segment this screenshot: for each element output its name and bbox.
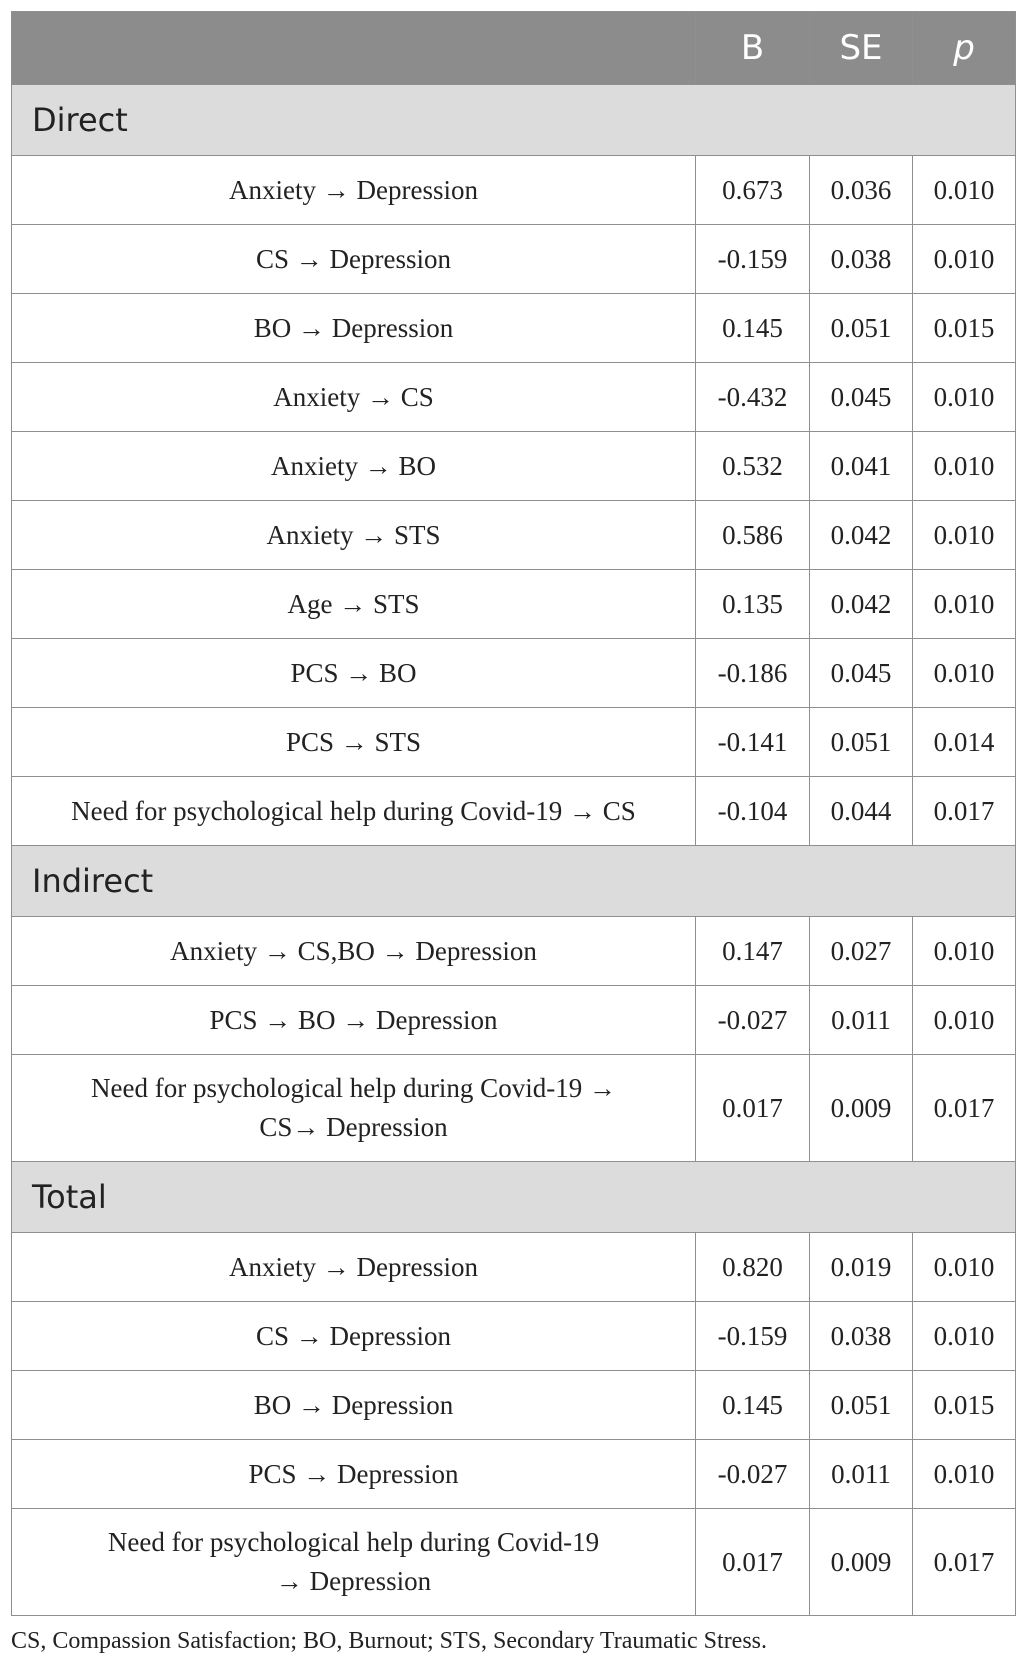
p-value: 0.015 (913, 1371, 1016, 1440)
table-row (12, 570, 1016, 639)
table-row (12, 1302, 1016, 1371)
p-value: 0.010 (913, 1440, 1016, 1509)
header-p: p (913, 12, 1016, 85)
table-body (12, 85, 1016, 1616)
header-se: SE (810, 12, 913, 85)
se-value: 0.051 (810, 1371, 913, 1440)
b-value: 0.017 (696, 1509, 810, 1616)
path-label (12, 1055, 696, 1162)
path-label: CS → Depression (12, 1302, 696, 1371)
table-row (12, 363, 1016, 432)
path-label: Need for psychological help during Covid-19 → CS (12, 777, 696, 846)
path-label-line: Need for psychological help during Covid-19 → (91, 1073, 616, 1103)
table-row (12, 639, 1016, 708)
b-value: 0.017 (696, 1055, 810, 1162)
path-label: CS → Depression (12, 225, 696, 294)
path-label: PCS → BO (12, 639, 696, 708)
se-value: 0.011 (810, 986, 913, 1055)
section-row-indirect (12, 846, 1016, 917)
se-value: 0.038 (810, 1302, 913, 1371)
se-value: 0.044 (810, 777, 913, 846)
table-row (12, 1371, 1016, 1440)
se-value: 0.041 (810, 432, 913, 501)
path-label: Anxiety → STS (12, 501, 696, 570)
b-value: 0.673 (696, 156, 810, 225)
p-value: 0.017 (913, 1509, 1016, 1616)
se-value: 0.011 (810, 1440, 913, 1509)
path-label: Anxiety → CS,BO → Depression (12, 917, 696, 986)
b-value: -0.104 (696, 777, 810, 846)
section-title: Direct (12, 85, 1016, 156)
p-value: 0.010 (913, 156, 1016, 225)
table-row (12, 294, 1016, 363)
table-row (12, 1055, 1016, 1162)
path-label: PCS → Depression (12, 1440, 696, 1509)
section-row-total (12, 1162, 1016, 1233)
b-value: -0.159 (696, 1302, 810, 1371)
path-label (12, 1509, 696, 1616)
path-label: BO → Depression (12, 1371, 696, 1440)
section-row-direct (12, 85, 1016, 156)
p-value: 0.015 (913, 294, 1016, 363)
se-value: 0.009 (810, 1509, 913, 1616)
p-value: 0.010 (913, 501, 1016, 570)
header-path (12, 12, 696, 85)
se-value: 0.042 (810, 570, 913, 639)
p-value: 0.010 (913, 639, 1016, 708)
b-value: 0.586 (696, 501, 810, 570)
table-row (12, 986, 1016, 1055)
se-value: 0.045 (810, 363, 913, 432)
p-value: 0.010 (913, 570, 1016, 639)
path-label: Age → STS (12, 570, 696, 639)
b-value: 0.145 (696, 294, 810, 363)
b-value: -0.027 (696, 1440, 810, 1509)
se-value: 0.045 (810, 639, 913, 708)
table-header-row (12, 12, 1016, 85)
b-value: 0.145 (696, 1371, 810, 1440)
table-row (12, 1233, 1016, 1302)
table-row (12, 156, 1016, 225)
table-row (12, 225, 1016, 294)
b-value: 0.820 (696, 1233, 810, 1302)
se-value: 0.027 (810, 917, 913, 986)
path-label-line: → Depression (275, 1566, 432, 1596)
path-label-line: CS→ Depression (259, 1112, 448, 1142)
path-label: Anxiety → BO (12, 432, 696, 501)
path-label: Anxiety → CS (12, 363, 696, 432)
table-row (12, 708, 1016, 777)
path-label: BO → Depression (12, 294, 696, 363)
table-row (12, 777, 1016, 846)
table-footnote: CS, Compassion Satisfaction; BO, Burnout; STS, Secondary Traumatic Stress. (11, 1628, 768, 1654)
b-value: -0.159 (696, 225, 810, 294)
se-value: 0.051 (810, 708, 913, 777)
p-value: 0.010 (913, 1302, 1016, 1371)
header-b: B (696, 12, 810, 85)
p-value: 0.010 (913, 363, 1016, 432)
p-value: 0.010 (913, 1233, 1016, 1302)
b-value: -0.186 (696, 639, 810, 708)
b-value: 0.135 (696, 570, 810, 639)
results-document (11, 11, 1015, 1616)
table-row (12, 1440, 1016, 1509)
se-value: 0.019 (810, 1233, 913, 1302)
path-label-line: Need for psychological help during Covid-19 (107, 1527, 600, 1557)
path-label: Anxiety → Depression (12, 156, 696, 225)
b-value: 0.532 (696, 432, 810, 501)
p-value: 0.010 (913, 225, 1016, 294)
path-label: PCS → STS (12, 708, 696, 777)
table-row (12, 1509, 1016, 1616)
section-title: Total (12, 1162, 1016, 1233)
b-value: -0.141 (696, 708, 810, 777)
se-value: 0.042 (810, 501, 913, 570)
b-value: -0.027 (696, 986, 810, 1055)
p-value: 0.017 (913, 777, 1016, 846)
p-value: 0.010 (913, 432, 1016, 501)
p-value: 0.014 (913, 708, 1016, 777)
path-label: Anxiety → Depression (12, 1233, 696, 1302)
section-title: Indirect (12, 846, 1016, 917)
table-row (12, 917, 1016, 986)
b-value: 0.147 (696, 917, 810, 986)
se-value: 0.036 (810, 156, 913, 225)
b-value: -0.432 (696, 363, 810, 432)
table-row (12, 432, 1016, 501)
path-coefficients-table (11, 11, 1016, 1616)
p-value: 0.010 (913, 986, 1016, 1055)
table-row (12, 501, 1016, 570)
p-value: 0.017 (913, 1055, 1016, 1162)
se-value: 0.038 (810, 225, 913, 294)
se-value: 0.051 (810, 294, 913, 363)
se-value: 0.009 (810, 1055, 913, 1162)
path-label: PCS → BO → Depression (12, 986, 696, 1055)
p-value: 0.010 (913, 917, 1016, 986)
